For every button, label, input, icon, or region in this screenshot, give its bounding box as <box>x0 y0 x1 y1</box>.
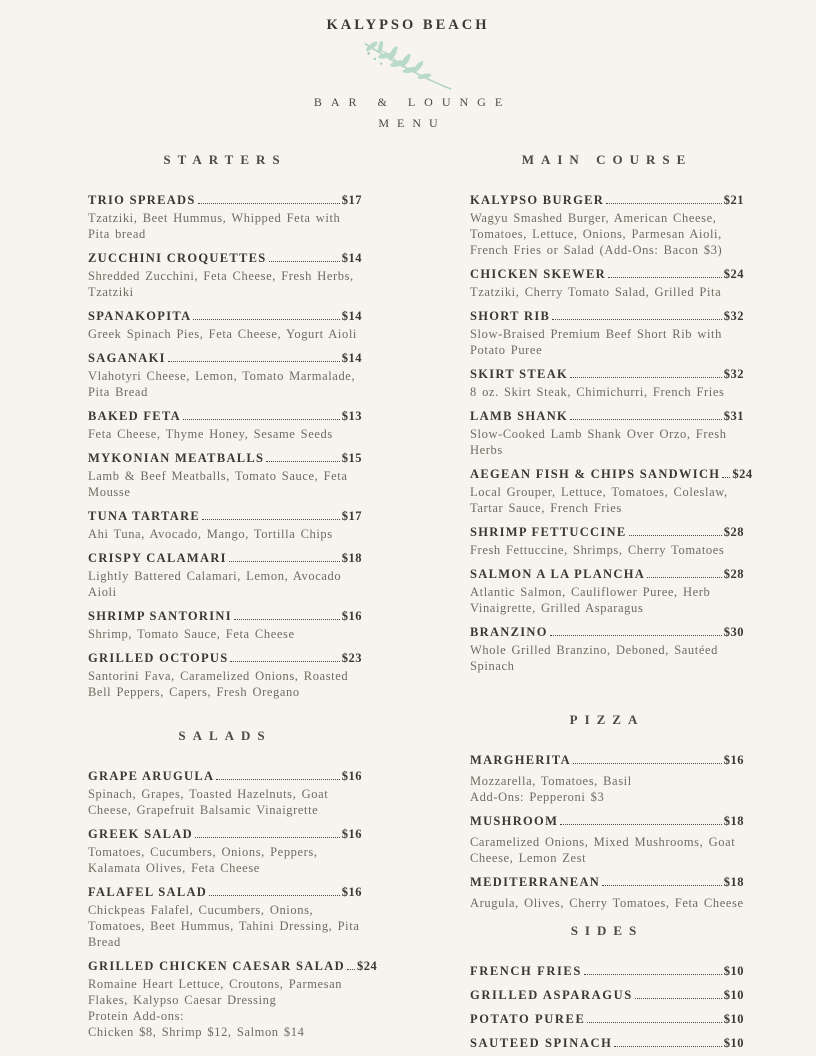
menu-item <box>470 752 744 805</box>
dotted-leader <box>570 419 722 420</box>
menu-item <box>88 350 362 400</box>
menu-item <box>470 266 744 300</box>
dotted-leader <box>216 779 339 780</box>
item-row <box>88 884 362 900</box>
item-row <box>88 508 362 524</box>
item-name: AEGEAN FISH & CHIPS SANDWICH <box>470 467 721 481</box>
menu-item <box>88 826 362 876</box>
menu-item <box>470 1011 744 1027</box>
section-starters <box>88 152 362 700</box>
item-name: GREEK SALAD <box>88 827 193 841</box>
item-name: MYKONIAN MEATBALLS <box>88 451 265 465</box>
item-row <box>470 266 744 282</box>
dotted-leader <box>560 824 722 825</box>
section-title-starters: STARTERS <box>163 152 287 167</box>
restaurant-name: KALYPSO BEACH <box>326 17 490 33</box>
menu-item <box>88 508 362 542</box>
item-description: Wagyu Smashed Burger, American Cheese, Tomatoes, Lettuce, Onions, Parmesan Aioli, French Fries or Salad (Add-Ons: Bacon $3) <box>470 211 723 257</box>
dotted-leader <box>550 635 722 636</box>
dotted-leader <box>629 535 722 536</box>
item-description: Ahi Tuna, Avocado, Mango, Tortilla Chips <box>88 527 333 541</box>
menu-item <box>470 308 744 358</box>
item-row <box>88 608 362 624</box>
item-row <box>470 408 744 424</box>
item-price: $18 <box>341 551 362 565</box>
item-row <box>470 963 744 979</box>
dotted-leader <box>202 519 340 520</box>
item-row <box>88 250 362 266</box>
item-name: SAGANAKI <box>88 351 166 365</box>
item-name: MARGHERITA <box>470 753 571 767</box>
menu-title-label: MENU <box>378 116 446 130</box>
item-description: Slow-Cooked Lamb Shank Over Orzo, Fresh Herbs <box>470 427 727 457</box>
menu-item <box>88 650 362 700</box>
dotted-leader <box>209 895 340 896</box>
menu-item <box>88 308 362 342</box>
item-price: $24 <box>732 467 753 481</box>
item-row <box>470 813 744 829</box>
item-price: $17 <box>341 509 362 523</box>
menu-item <box>88 884 362 950</box>
section-title-sides: SIDES <box>570 923 644 938</box>
item-row <box>88 826 362 842</box>
menu-item <box>470 1035 744 1051</box>
item-row <box>470 1011 744 1027</box>
dotted-leader <box>198 203 340 204</box>
menu-item <box>88 958 378 1040</box>
item-row <box>88 650 362 666</box>
item-row <box>88 450 362 466</box>
item-description: Santorini Fava, Caramelized Onions, Roasted Bell Peppers, Capers, Fresh Oregano <box>88 669 349 699</box>
item-price: $28 <box>723 525 744 539</box>
item-price: $16 <box>341 769 362 783</box>
item-name: BRANZINO <box>470 625 548 639</box>
menu-item <box>88 250 362 300</box>
section-main-course <box>470 152 753 674</box>
menu-item <box>470 524 744 558</box>
item-name: SAUTEED SPINACH <box>470 1036 613 1050</box>
menu-item <box>470 566 744 616</box>
item-note: Protein Add-ons: <box>88 1009 185 1023</box>
item-name: POTATO PUREE <box>470 1012 586 1026</box>
dotted-leader <box>193 319 339 320</box>
menu-column-left <box>88 152 378 1056</box>
section-salads <box>88 728 378 1040</box>
item-price: $16 <box>723 753 744 767</box>
item-name: BAKED FETA <box>88 409 181 423</box>
dotted-leader <box>614 1046 721 1047</box>
item-row <box>470 874 744 890</box>
item-row <box>88 350 362 366</box>
item-row <box>470 192 744 208</box>
item-price: $14 <box>341 351 362 365</box>
item-price: $10 <box>723 1012 744 1026</box>
item-description: Lamb & Beef Meatballs, Tomato Sauce, Feta Mousse <box>88 469 348 499</box>
dotted-leader <box>584 974 722 975</box>
item-description: Tomatoes, Cucumbers, Onions, Peppers, Kalamata Olives, Feta Cheese <box>88 845 318 875</box>
item-price: $17 <box>341 193 362 207</box>
item-description: Tzatziki, Beet Hummus, Whipped Feta with Pita bread <box>88 211 341 241</box>
item-name: CHICKEN SKEWER <box>470 267 606 281</box>
item-name: SALMON A LA PLANCHA <box>470 567 646 581</box>
item-price: $32 <box>723 367 744 381</box>
dotted-leader <box>608 277 722 278</box>
item-name: TUNA TARTARE <box>88 509 201 523</box>
item-row <box>88 308 362 324</box>
item-row <box>470 466 753 482</box>
item-description: Whole Grilled Branzino, Deboned, Sautéed Spinach <box>470 643 718 673</box>
item-description: Mozzarella, Tomatoes, Basil <box>470 774 632 788</box>
item-description: Greek Spinach Pies, Feta Cheese, Yogurt Aioli <box>88 327 357 341</box>
dotted-leader <box>195 837 340 838</box>
item-name: GRILLED OCTOPUS <box>88 651 229 665</box>
item-description: Spinach, Grapes, Toasted Hazelnuts, Goat Cheese, Grapefruit Balsamic Vinaigrette <box>88 787 329 817</box>
item-name: GRILLED CHICKEN CAESAR SALAD <box>88 959 345 973</box>
dotted-leader <box>266 461 339 462</box>
menu-item <box>88 450 362 500</box>
item-description: Tzatziki, Cherry Tomato Salad, Grilled Pita <box>470 285 722 299</box>
item-price: $28 <box>723 567 744 581</box>
item-description: Slow-Braised Premium Beef Short Rib with Potato Puree <box>470 327 722 357</box>
item-description: Add-Ons: Pepperoni $3 <box>470 790 605 804</box>
item-description: Arugula, Olives, Cherry Tomatoes, Feta Cheese <box>470 896 744 910</box>
item-name: ZUCCHINI CROQUETTES <box>88 251 267 265</box>
item-description: Fresh Fettuccine, Shrimps, Cherry Tomatoes <box>470 543 725 557</box>
item-note: Chicken $8, Shrimp $12, Salmon $14 <box>88 1025 305 1039</box>
menu-item <box>470 874 744 911</box>
item-name: GRAPE ARUGULA <box>88 769 215 783</box>
item-row <box>470 524 744 540</box>
dotted-leader <box>635 998 722 999</box>
item-price: $15 <box>341 451 362 465</box>
dotted-leader <box>570 377 722 378</box>
menu-item <box>470 813 744 866</box>
menu-item <box>470 192 744 258</box>
item-name: SHRIMP SANTORINI <box>88 609 232 623</box>
dotted-leader <box>230 661 339 662</box>
item-price: $23 <box>341 651 362 665</box>
item-name: SPANAKOPITA <box>88 309 192 323</box>
item-name: MUSHROOM <box>470 814 559 828</box>
item-name: FRENCH FRIES <box>470 964 582 978</box>
item-row <box>88 768 362 784</box>
item-description: Vlahotyri Cheese, Lemon, Tomato Marmalade, Pita Bread <box>88 369 356 399</box>
item-price: $32 <box>723 309 744 323</box>
item-description: Feta Cheese, Thyme Honey, Sesame Seeds <box>88 427 333 441</box>
item-row <box>470 366 744 382</box>
dotted-leader <box>347 969 355 970</box>
item-name: SHORT RIB <box>470 309 551 323</box>
item-price: $24 <box>723 267 744 281</box>
dotted-leader <box>552 319 722 320</box>
item-row <box>88 958 378 974</box>
item-row <box>470 308 744 324</box>
item-name: GRILLED ASPARAGUS <box>470 988 633 1002</box>
dotted-leader <box>183 419 340 420</box>
dotted-leader <box>269 261 340 262</box>
item-price: $31 <box>723 409 744 423</box>
item-description: Romaine Heart Lettuce, Croutons, Parmesan Flakes, Kalypso Caesar Dressing <box>88 977 343 1007</box>
item-price: $10 <box>723 988 744 1002</box>
item-row <box>88 192 362 208</box>
item-price: $10 <box>723 1036 744 1050</box>
section-title-pizza: PIZZA <box>569 712 645 727</box>
menu-item <box>88 768 362 818</box>
item-price: $24 <box>356 959 378 973</box>
item-name: CRISPY CALAMARI <box>88 551 227 565</box>
section-sides <box>470 923 744 1051</box>
item-row <box>88 408 362 424</box>
item-description: Caramelized Onions, Mixed Mushrooms, Goat Cheese, Lemon Zest <box>470 835 736 865</box>
item-description: Shrimp, Tomato Sauce, Feta Cheese <box>88 627 295 641</box>
dotted-leader <box>606 203 722 204</box>
section-title-salads: SALADS <box>178 728 272 743</box>
dotted-leader <box>602 885 722 886</box>
item-price: $13 <box>341 409 362 423</box>
item-price: $14 <box>341 251 362 265</box>
item-description: Shredded Zucchini, Feta Cheese, Fresh Herbs, Tzatziki <box>88 269 354 299</box>
menu-item <box>470 366 744 400</box>
item-name: SHRIMP FETTUCCINE <box>470 525 627 539</box>
item-description: Atlantic Salmon, Cauliflower Puree, Herb Vinaigrette, Grilled Asparagus <box>470 585 711 615</box>
item-name: TRIO SPREADS <box>88 193 196 207</box>
item-description: Lightly Battered Calamari, Lemon, Avocado Aioli <box>88 569 342 599</box>
menu-item <box>470 963 744 979</box>
item-price: $18 <box>723 814 744 828</box>
dotted-leader <box>722 477 730 478</box>
item-name: SKIRT STEAK <box>470 367 569 381</box>
item-name: MEDITERRANEAN <box>470 875 601 889</box>
menu-item <box>470 408 744 458</box>
menu-header <box>0 0 816 131</box>
dotted-leader <box>234 619 340 620</box>
leaf-branch-icon <box>360 40 456 92</box>
item-name: LAMB SHANK <box>470 409 569 423</box>
menu-item <box>88 608 362 642</box>
menu-item <box>88 408 362 442</box>
venue-type-label: BAR & LOUNGE <box>313 95 512 109</box>
item-price: $16 <box>341 609 362 623</box>
item-name: FALAFEL SALAD <box>88 885 208 899</box>
dotted-leader <box>168 361 340 362</box>
menu-column-right <box>470 152 753 1056</box>
item-price: $30 <box>723 625 744 639</box>
menu-item <box>470 624 744 674</box>
section-title-main-course: MAIN COURSE <box>521 152 693 167</box>
menu-body <box>0 131 816 1056</box>
item-row <box>470 566 744 582</box>
item-row <box>470 752 744 768</box>
menu-item <box>470 466 753 516</box>
item-row <box>470 624 744 640</box>
item-price: $16 <box>341 885 362 899</box>
menu-item <box>88 550 362 600</box>
item-name: KALYPSO BURGER <box>470 193 605 207</box>
item-price: $14 <box>341 309 362 323</box>
item-price: $16 <box>341 827 362 841</box>
item-description: 8 oz. Skirt Steak, Chimichurri, French Fries <box>470 385 725 399</box>
item-price: $10 <box>723 964 744 978</box>
menu-item <box>470 987 744 1003</box>
item-description: Chickpeas Falafel, Cucumbers, Onions, Tomatoes, Beet Hummus, Tahini Dressing, Pita Bread <box>88 903 360 949</box>
dotted-leader <box>229 561 340 562</box>
item-price: $18 <box>723 875 744 889</box>
section-pizza <box>470 712 744 911</box>
dotted-leader <box>573 763 722 764</box>
dotted-leader <box>647 577 722 578</box>
item-row <box>88 550 362 566</box>
item-row <box>470 1035 744 1051</box>
item-row <box>470 987 744 1003</box>
dotted-leader <box>587 1022 721 1023</box>
menu-item <box>88 192 362 242</box>
item-description: Local Grouper, Lettuce, Tomatoes, Coleslaw, Tartar Sauce, French Fries <box>470 485 728 515</box>
item-price: $21 <box>723 193 744 207</box>
